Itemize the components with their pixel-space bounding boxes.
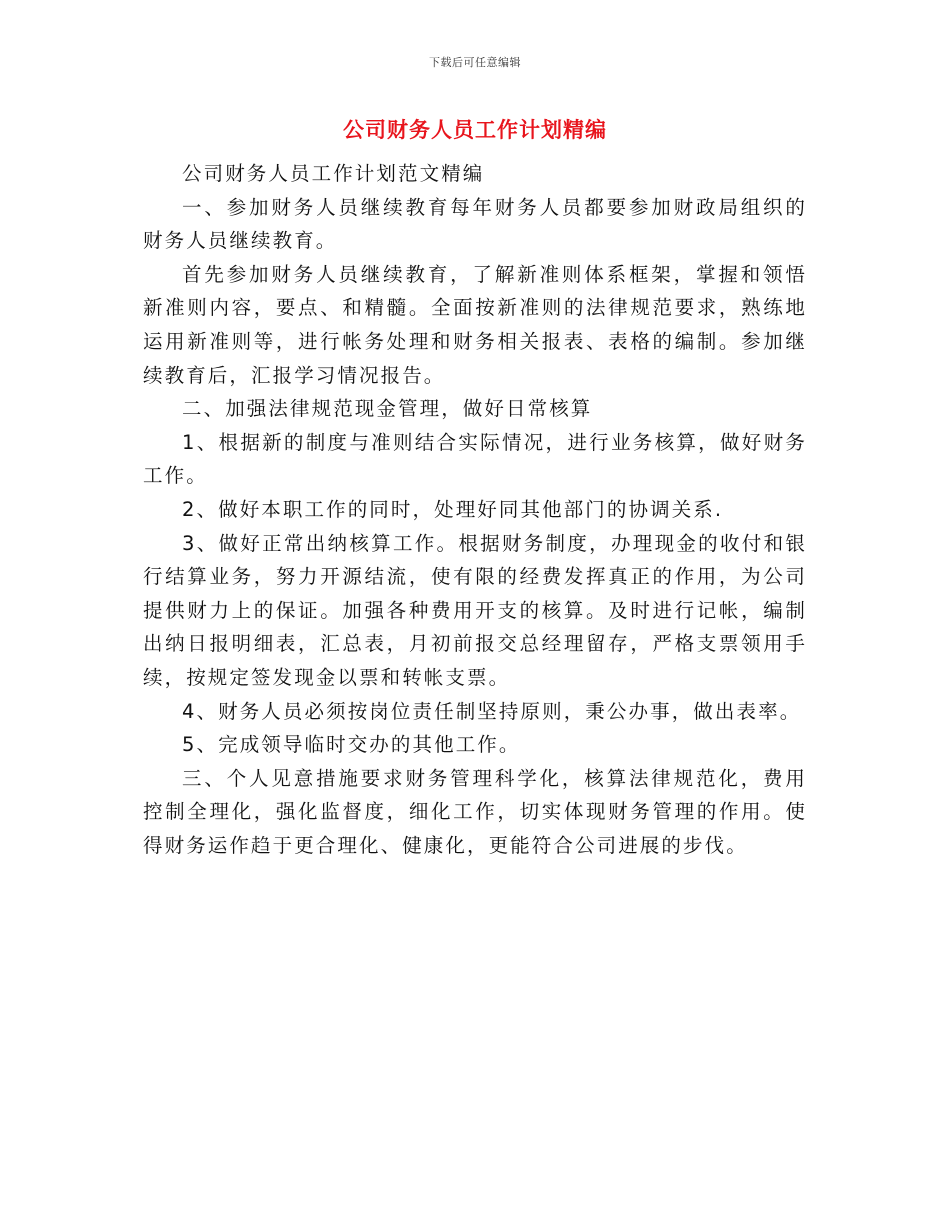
paragraph-section-two: 二、加强法律规范现金管理，做好日常核算 xyxy=(182,397,593,421)
paragraph-section-one: 一、参加财务人员继续教育每年财务人员都要参加财政局组织的财务人员继续教育。 xyxy=(143,195,807,253)
header-note: 下载后可任意编辑 xyxy=(429,56,521,69)
paragraph-item-3: 3、做好正常出纳核算工作。根据财务制度，办理现金的收付和银行结算业务，努力开源结流，使有限的经费发挥真正的作用，为公司提供财力上的保证。加强各种费用开支的核算。及时进行记帐，编制出纳日报明细表，汇总表，月初前报交总经理留存，严格支票领用手续，按规定签发现金以票和转帐支票。 xyxy=(143,531,807,689)
document-body xyxy=(143,157,807,862)
paragraph-item-1: 1、根据新的制度与准则结合实际情况，进行业务核算，做好财务工作。 xyxy=(143,430,807,488)
paragraph-item-2: 2、做好本职工作的同时，处理好同其他部门的协调关系. xyxy=(182,497,724,521)
paragraph-item-4: 4、财务人员必须按岗位责任制坚持原则，秉公办事，做出表率。 xyxy=(182,699,802,723)
paragraph-subtitle: 公司财务人员工作计划范文精编 xyxy=(182,162,485,185)
document-title: 公司财务人员工作计划精编 xyxy=(343,118,607,142)
paragraph-section-three: 三、个人见意措施要求财务管理科学化，核算法律规范化，费用控制全理化，强化监督度，细化工作，切实体现财务管理的作用。使得财务运作趋于更合理化、健康化，更能符合公司进展的步伐。 xyxy=(143,766,807,857)
paragraph-continuing-education: 首先参加财务人员继续教育，了解新准则体系框架，掌握和领悟新准则内容，要点、和精髓。全面按新准则的法律规范要求，熟练地运用新准则等，进行帐务处理和财务相关报表、表格的编制。参加继续教育后，汇报学习情况报告。 xyxy=(143,262,807,387)
paragraph-item-5: 5、完成领导临时交办的其他工作。 xyxy=(182,733,521,757)
